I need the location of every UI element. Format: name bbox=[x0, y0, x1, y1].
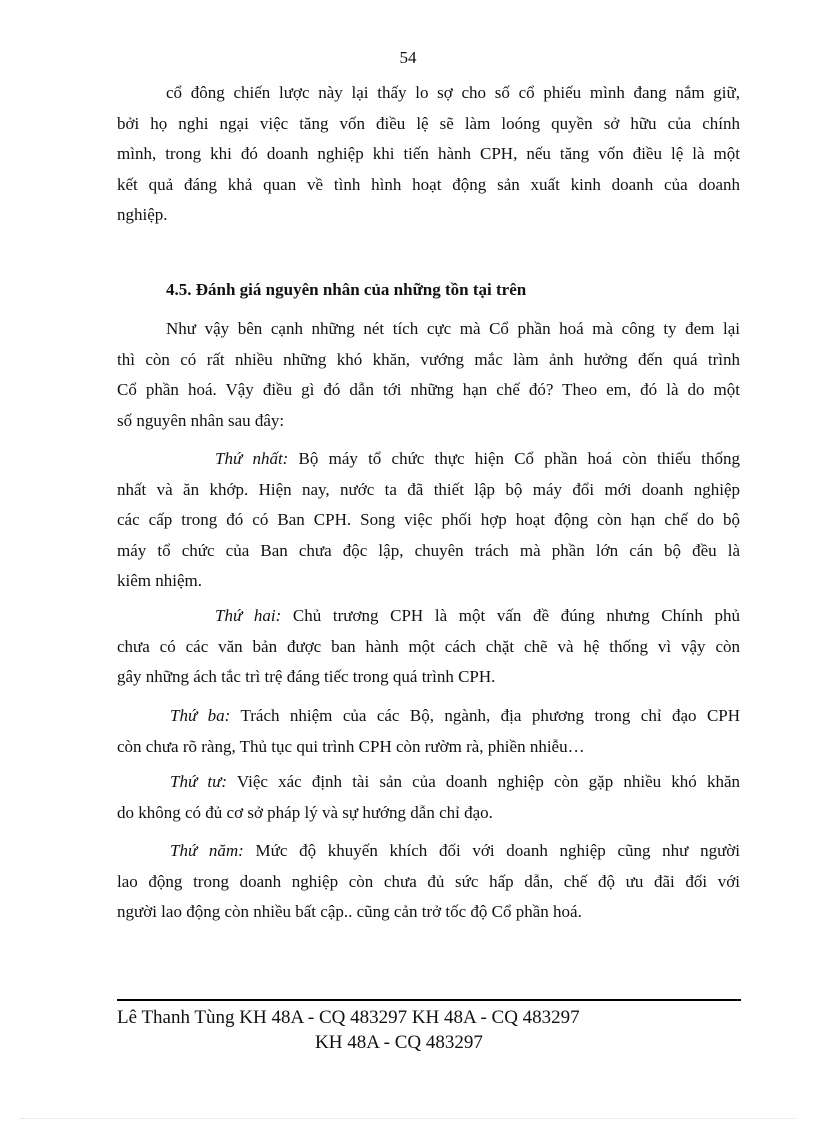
footer bbox=[117, 1005, 677, 1055]
text-line: nghiệp. bbox=[117, 205, 168, 224]
paragraph-reason-4 bbox=[117, 767, 740, 828]
text-line bbox=[117, 444, 740, 475]
reason-label: Thứ hai: bbox=[215, 606, 282, 625]
paragraph-reason-3 bbox=[117, 701, 740, 762]
page-number: 54 bbox=[399, 48, 417, 67]
text-line: thì còn có rất nhiều những khó khăn, vướng mắc làm ảnh hưởng đến quá trình bbox=[117, 349, 740, 369]
text-segment: Bộ máy tổ chức thực hiện Cổ phần hoá còn thiếu thống bbox=[288, 449, 740, 468]
text-line: chưa có các văn bản được ban hành một cách chặt chẽ và hệ thống vì vậy còn bbox=[117, 636, 740, 656]
footer-divider bbox=[117, 999, 741, 1001]
footer-line-2: KH 48A - CQ 483297 bbox=[315, 1032, 483, 1053]
footer-line-1: Lê Thanh Tùng KH 48A - CQ 483297 KH 48A - CQ 483297 bbox=[117, 1007, 580, 1028]
paragraph-shareholders bbox=[117, 78, 740, 231]
reason-label: Thứ nhất: bbox=[215, 449, 289, 468]
text-line: bởi họ nghi ngại việc tăng vốn điều lệ sẽ làm loóng quyền sở hữu của chính bbox=[117, 113, 740, 133]
paragraph-reason-5 bbox=[117, 836, 740, 928]
text-line bbox=[117, 601, 740, 632]
text-line: gây những ách tắc trì trệ đáng tiếc trong quá trình CPH. bbox=[117, 667, 496, 686]
paragraph-intro bbox=[117, 314, 740, 436]
text-line: số nguyên nhân sau đây: bbox=[117, 410, 285, 430]
page-bottom-border bbox=[20, 1118, 796, 1119]
reason-label: Thứ tư: bbox=[170, 772, 228, 791]
text-line: do không có đủ cơ sở pháp lý và sự hướng dẫn chỉ đạo. bbox=[117, 802, 493, 822]
text-line: kết quả đáng khả quan về tình hình hoạt động sản xuất kinh doanh của doanh bbox=[117, 174, 740, 194]
text-line: mình, trong khi đó doanh nghiệp khi tiến hành CPH, nếu tăng vốn điều lệ là một bbox=[117, 144, 740, 163]
paragraph-reason-2 bbox=[117, 601, 740, 693]
section-heading: 4.5. Đánh giá nguyên nhân của những tồn tại trên bbox=[166, 280, 527, 299]
text-line: người lao động còn nhiều bất cập.. cũng cản trở tốc độ Cổ phần hoá. bbox=[117, 902, 582, 921]
text-segment: Việc xác định tài sản của doanh nghiệp còn gặp nhiều khó khăn bbox=[227, 772, 740, 791]
text-line bbox=[117, 767, 740, 798]
text-line bbox=[117, 701, 740, 732]
paragraph-reason-1 bbox=[117, 444, 740, 597]
reason-label: Thứ năm: bbox=[170, 841, 244, 860]
text-segment: Chủ trương CPH là một vấn đề đúng nhưng Chính phủ bbox=[281, 606, 740, 625]
text-segment: Trách nhiệm của các Bộ, ngành, địa phương trong chỉ đạo CPH bbox=[230, 706, 741, 725]
text-line: lao động trong doanh nghiệp còn chưa đủ sức hấp dẫn, chế độ ưu đãi đối với bbox=[117, 871, 740, 891]
text-line: còn chưa rõ ràng, Thủ tục qui trình CPH còn rườm rà, phiền nhiễu… bbox=[117, 736, 585, 756]
text-line: nhất và ăn khớp. Hiện nay, nước ta đã thiết lập bộ máy đổi mới doanh nghiệp bbox=[117, 479, 740, 499]
text-line: Cổ phần hoá. Vậy điều gì đó dẫn tới những hạn chế đó? Theo em, đó là do một bbox=[117, 380, 740, 399]
text-line bbox=[117, 836, 740, 867]
text-segment: Mức độ khuyến khích đối với doanh nghiệp cũng như người bbox=[243, 841, 741, 860]
text-line: máy tổ chức của Ban chưa độc lập, chuyên trách mà phần lớn cán bộ đều là bbox=[117, 540, 740, 560]
text-line: cổ đông chiến lược này lại thấy lo sợ cho số cổ phiếu mình đang nắm giữ, bbox=[166, 83, 740, 102]
text-line: Như vậy bên cạnh những nét tích cực mà Cổ phần hoá mà công ty đem lại bbox=[166, 319, 740, 338]
reason-label: Thứ ba: bbox=[170, 706, 231, 725]
text-line: các cấp trong đó có Ban CPH. Song việc phối hợp hoạt động còn hạn chế do bộ bbox=[117, 510, 740, 529]
text-line: kiêm nhiệm. bbox=[117, 571, 202, 590]
